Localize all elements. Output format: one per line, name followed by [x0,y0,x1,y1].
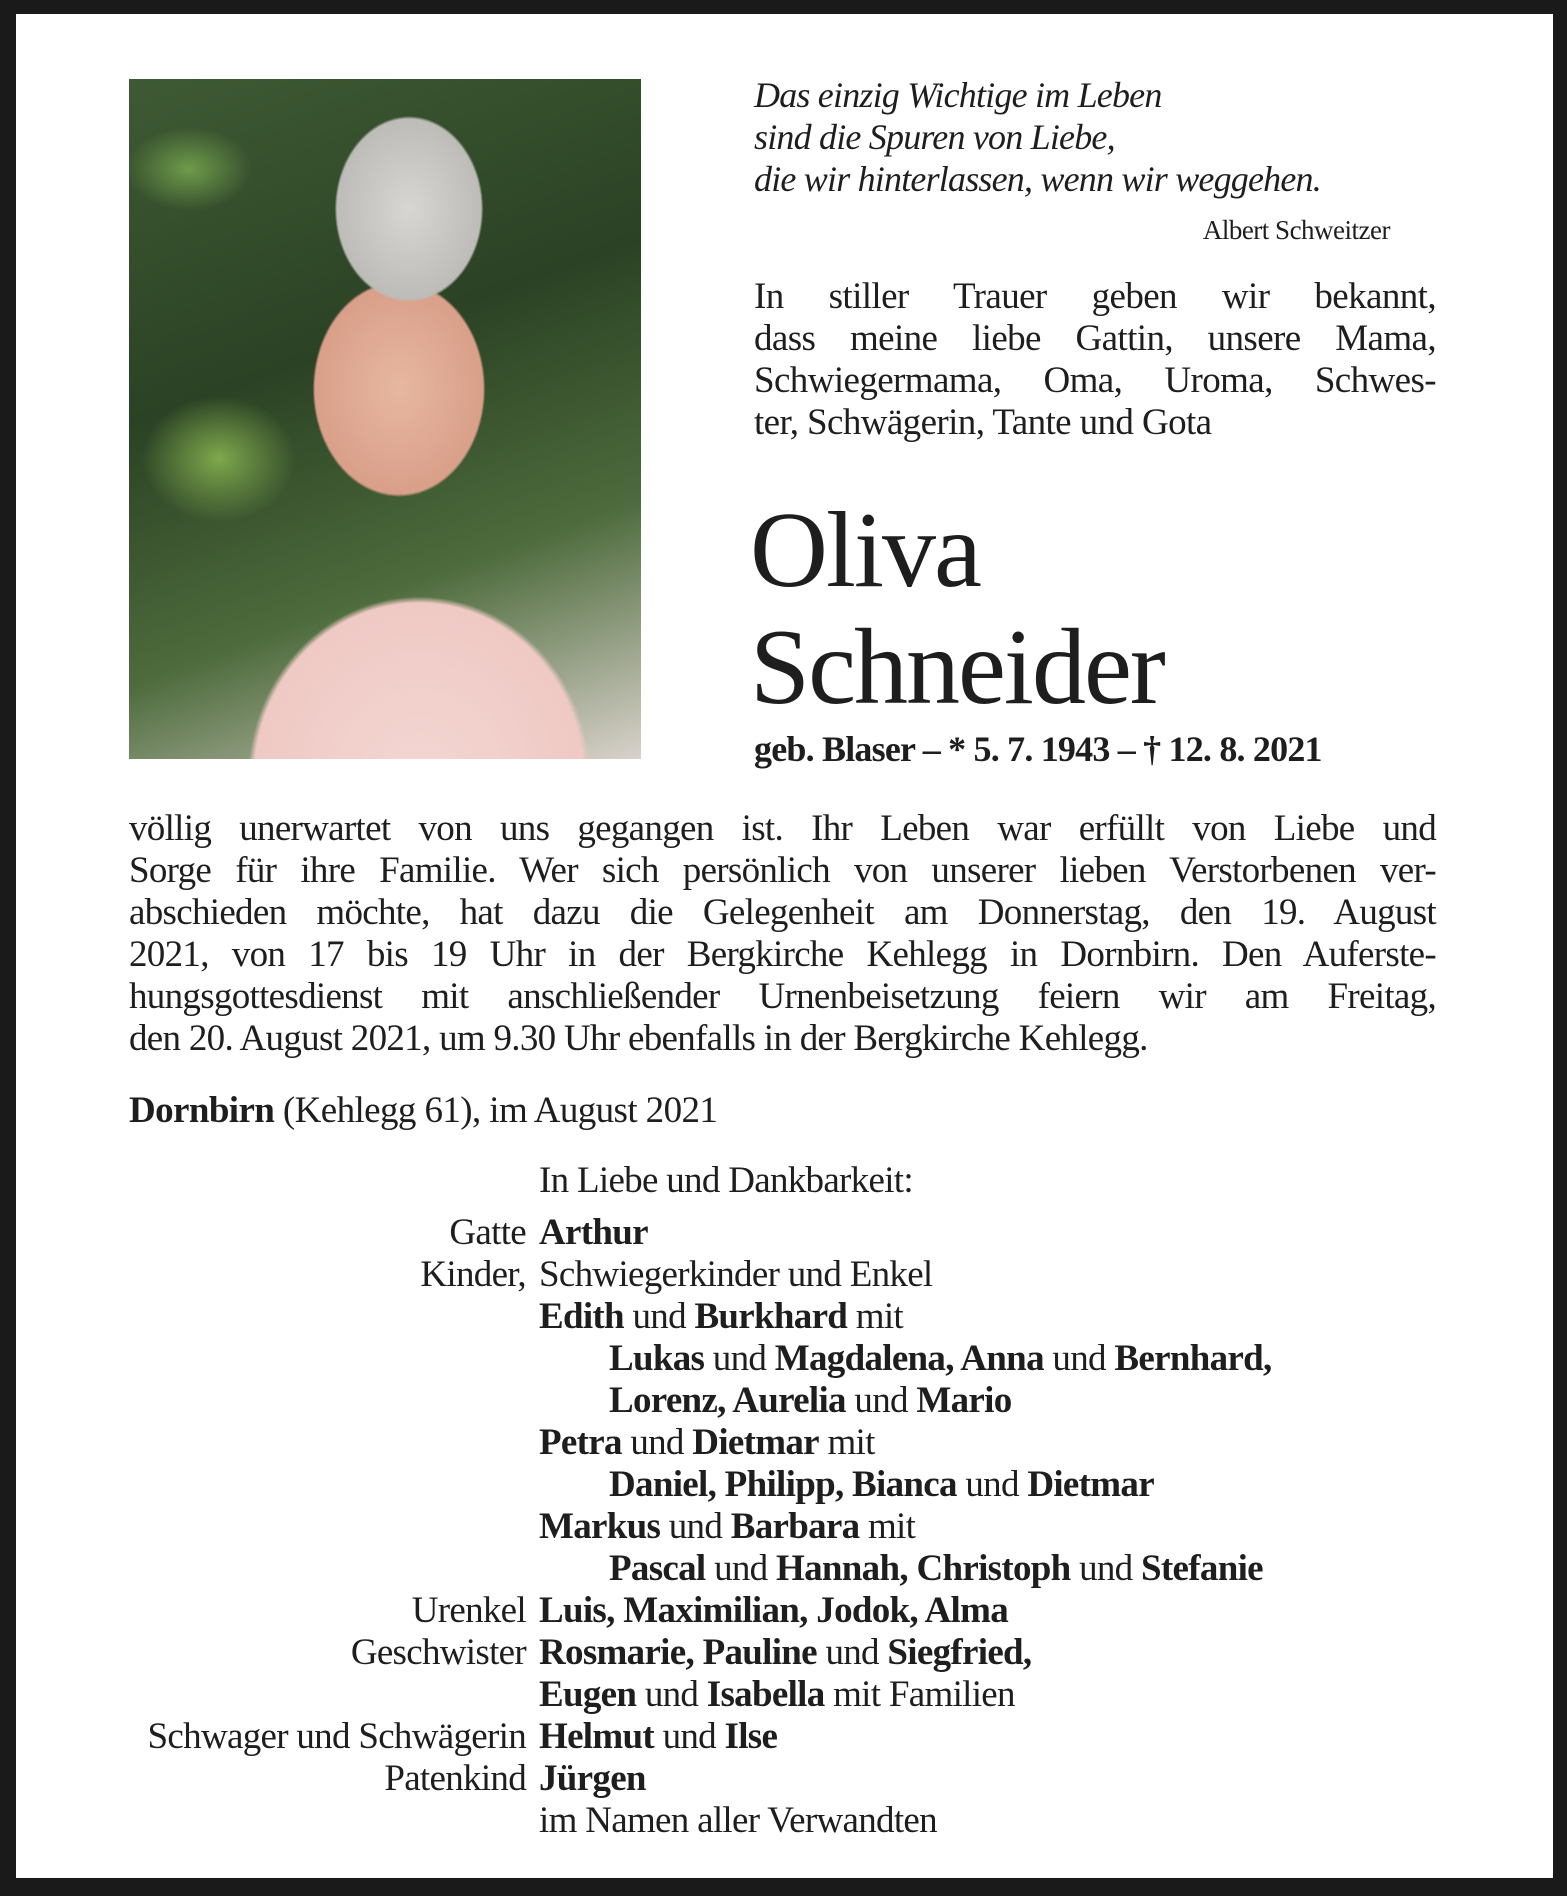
relative-names [539,1674,1015,1716]
relative-name: Luis, Maximilian, Jodok, Alma [539,1590,1009,1631]
connector-text: und [623,1296,695,1337]
relative-name: Bernhard, [1114,1338,1272,1379]
body-line: hungsgottesdienst mit anschließender Urnenbeisetzung feiern wir am Freitag, [129,976,1436,1017]
connector-text: mit [847,1296,903,1337]
family-row [0,1212,1567,1254]
family-row [0,1548,1567,1590]
family-row [0,1422,1567,1464]
connector-text: mit [859,1506,916,1547]
body-line: 2021, von 17 bis 19 Uhr in der Bergkirche Kehlegg in Dornbirn. Den Auferste- [129,934,1436,975]
connector-text: mit Familien [824,1674,1015,1715]
quote-line: Das einzig Wichtige im Leben [754,75,1162,115]
intro-text [754,276,1436,444]
family-row [0,1254,1567,1296]
relative-names [539,1506,915,1548]
relative-names [539,1212,648,1254]
relative-names [539,1800,937,1842]
relation-label: Schwager und Schwägerin [147,1716,526,1757]
relative-name: Magdalena, Anna [774,1338,1044,1379]
relation-label: Gatte [449,1212,526,1253]
relation-label: Urenkel [411,1590,526,1631]
intro-line: In stiller Trauer geben wir bekannt, [754,276,1436,317]
relative-name: Eugen [539,1674,637,1715]
relative-name: Rosmarie, Pauline [539,1632,817,1673]
intro-line: dass meine liebe Gattin, unsere Mama, [754,318,1436,359]
relative-name: Mario [916,1380,1012,1421]
relative-name: Edith [539,1296,624,1337]
quote-line: sind die Spuren von Liebe, [754,117,1115,157]
family-row [0,1506,1567,1548]
family-row [0,1674,1567,1716]
connector-text: und [660,1506,731,1547]
connector-text: und [1070,1548,1142,1589]
body-line: abschieden möchte, hat dazu die Gelegenheit am Donnerstag, den 19. August [129,892,1436,933]
connector-text: Schwiegerkinder und Enkel [539,1254,933,1295]
relative-name: Arthur [539,1212,648,1253]
relative-names [539,1590,1008,1632]
connector-text: und [654,1716,725,1757]
relative-names [539,1296,903,1338]
first-name: Oliva [750,491,980,610]
body-line: Sorge für ihre Familie. Wer sich persönlich von unserer lieben Verstorbenen ver- [129,850,1436,891]
connector-text: und [636,1674,707,1715]
family-row [0,1590,1567,1632]
relative-name: Hannah, Christoph [776,1548,1071,1589]
relative-name: Daniel, Philipp, Bianca [609,1464,957,1505]
connector-text: mit [818,1422,875,1463]
relative-names [539,1254,933,1296]
relative-names [609,1380,1012,1422]
last-name: Schneider [750,608,1164,727]
relative-name: Stefanie [1141,1548,1263,1589]
family-row [0,1464,1567,1506]
portrait-photo [129,79,641,759]
intro-line: Schwiegermama, Oma, Uroma, Schwes- [754,360,1436,401]
relative-name: Siegfried, [887,1632,1032,1673]
family-heading: In Liebe und Dankbarkeit: [539,1160,913,1201]
relative-name: Barbara [730,1506,860,1547]
family-row [0,1758,1567,1800]
deceased-name [750,492,1164,726]
relative-name: Lorenz, Aurelia [609,1380,846,1421]
connector-text: und [816,1632,888,1673]
body-line: völlig unerwartet von uns gegangen ist. Ihr Leben war erfüllt von Liebe und [129,808,1436,849]
relative-name: Burkhard [694,1296,848,1337]
connector-text: und [956,1464,1028,1505]
family-row [0,1800,1567,1842]
connector-text: und [705,1548,777,1589]
relation-label: Kinder, [420,1254,526,1295]
intro-line: ter, Schwägerin, Tante und Gota [754,402,1212,443]
body-text [129,808,1436,1060]
family-row [0,1296,1567,1338]
family-row [0,1632,1567,1674]
family-row [0,1380,1567,1422]
connector-text: und [621,1422,693,1463]
connector-text: und [1043,1338,1115,1379]
relation-label: Geschwister [350,1632,526,1673]
family-row [0,1716,1567,1758]
relative-name: Jürgen [539,1758,646,1799]
place-rest: (Kehlegg 61), im August 2021 [274,1090,718,1131]
relative-name: Isabella [706,1674,825,1715]
family-row [0,1338,1567,1380]
relative-names [539,1716,777,1758]
body-line: den 20. August 2021, um 9.30 Uhr ebenfalls in der Bergkirche Kehlegg. [129,1018,1148,1059]
relative-names [539,1422,875,1464]
connector-text: im Namen aller Verwandten [539,1800,937,1841]
relation-label: Patenkind [384,1758,526,1799]
quote-author: Albert Schweitzer [1202,215,1390,245]
family-list [0,1160,1567,1842]
connector-text: und [845,1380,917,1421]
relative-name: Pascal [609,1548,706,1589]
relative-name: Petra [539,1422,622,1463]
relative-name: Markus [539,1506,661,1547]
place-city: Dornbirn [129,1090,275,1131]
relative-names [539,1758,646,1800]
quote-line: die wir hinterlassen, wenn wir weggehen. [754,159,1321,199]
birth-death-dates: geb. Blaser – * 5. 7. 1943 – † 12. 8. 2021 [754,729,1322,769]
relative-name: Dietmar [692,1422,819,1463]
relative-name: Ilse [724,1716,778,1757]
relative-names [609,1548,1263,1590]
place-date [129,1089,717,1132]
relative-name: Lukas [609,1338,705,1379]
quote [754,74,1321,200]
relative-name: Dietmar [1027,1464,1154,1505]
relative-name: Helmut [539,1716,655,1757]
relative-names [539,1632,1031,1674]
connector-text: und [704,1338,775,1379]
relative-names [609,1338,1272,1380]
relative-names [609,1464,1154,1506]
